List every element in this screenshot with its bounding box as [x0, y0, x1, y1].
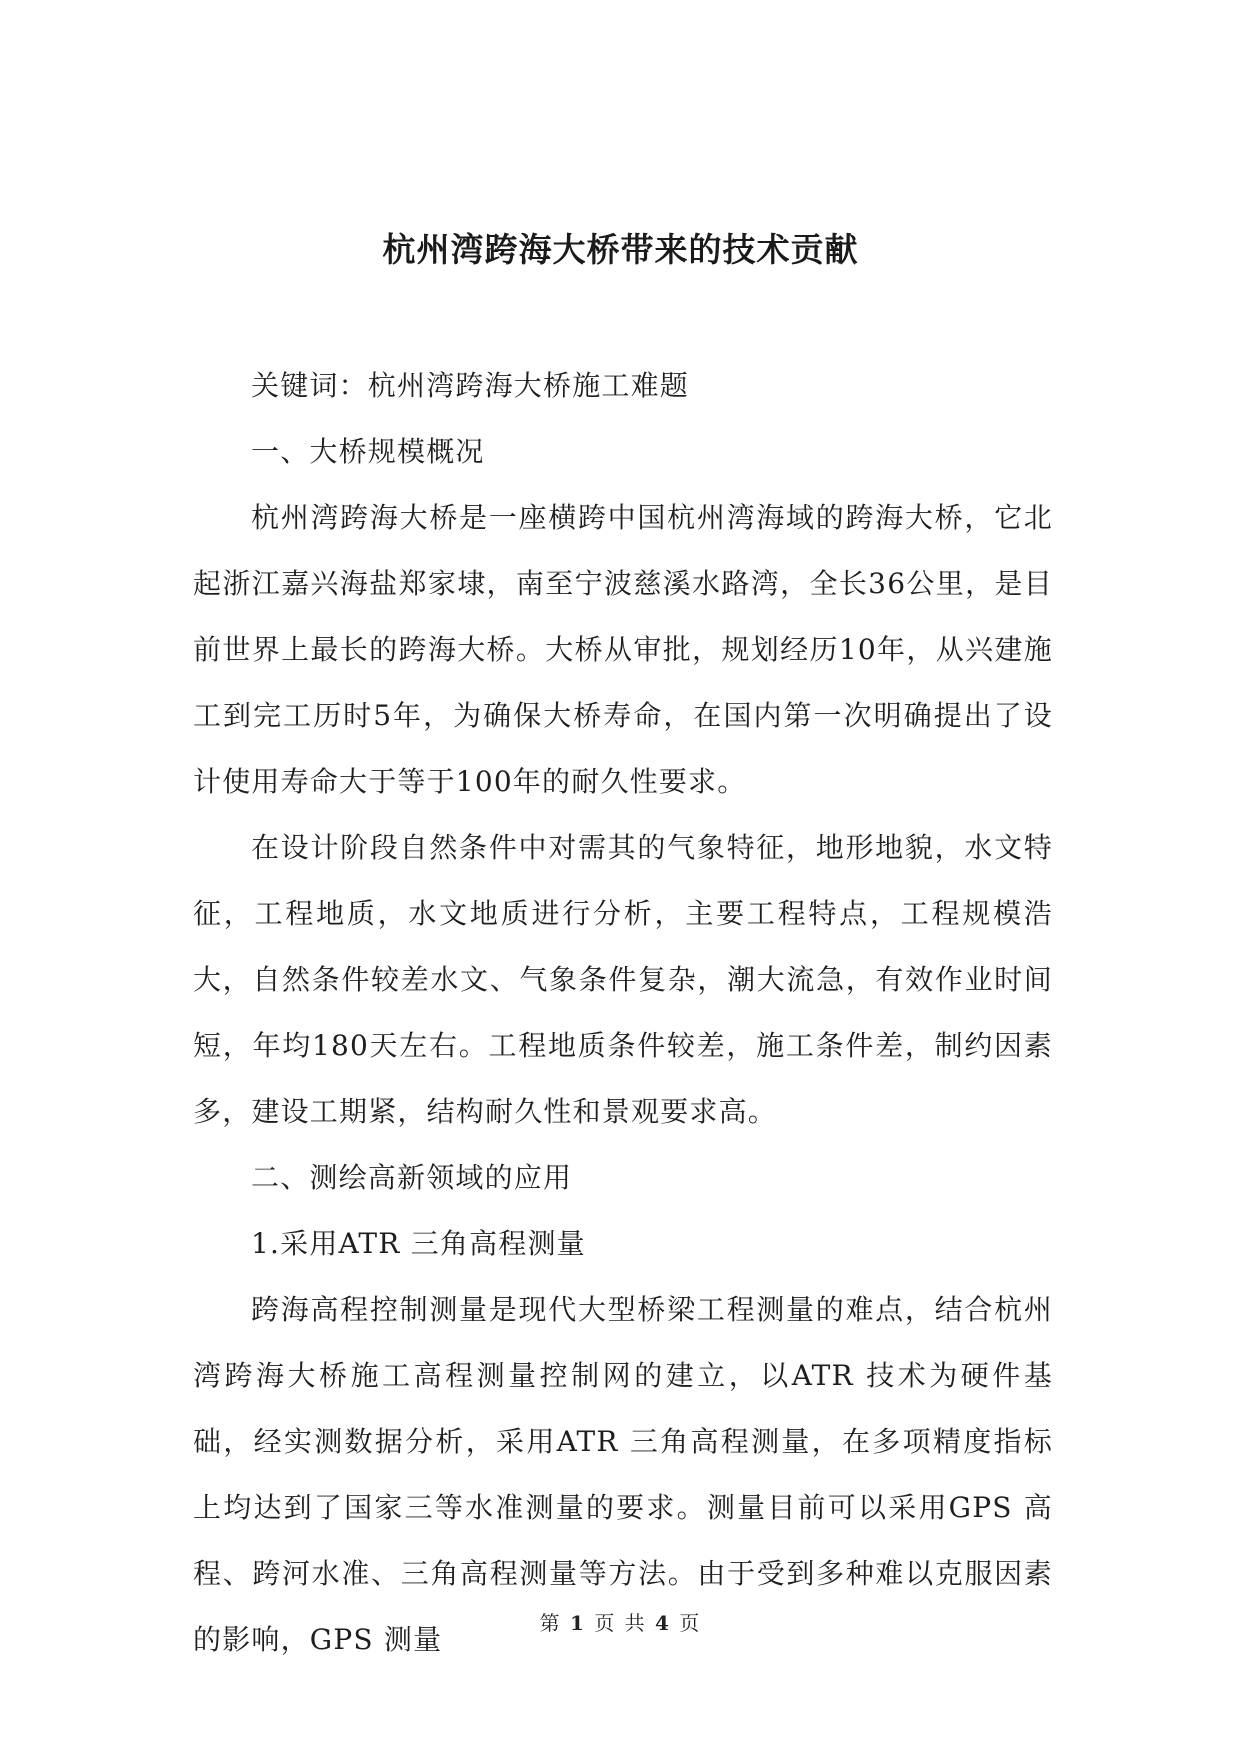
subsection-heading: 1.采用ATR 三角高程测量: [251, 1227, 586, 1260]
footer-middle: 页 共: [594, 1611, 647, 1635]
body-paragraph: 在设计阶段自然条件中对需其的气象特征，地形地貌，水文特征，工程地质，水文地质进行分析，主要工程特点，工程规模浩大，自然条件较差水文、气象条件复杂，潮大流急，有效作业时间短，年均180天左右。工程地质条件较差，施工条件差，制约因素多，建设工期紧，结构耐久性和景观要求高。: [193, 831, 1053, 1128]
total-pages-number: 4: [655, 1611, 671, 1635]
section-heading: 二、测绘高新领域的应用: [251, 1161, 573, 1194]
document-title: 杭州湾跨海大桥带来的技术贡献: [382, 230, 859, 269]
section-heading: 一、大桥规模概况: [251, 435, 485, 468]
footer-suffix: 页: [679, 1611, 702, 1635]
current-page-number: 1: [570, 1611, 586, 1635]
body-paragraph: 杭州湾跨海大桥是一座横跨中国杭州湾海域的跨海大桥，它北起浙江嘉兴海盐郑家埭，南至宁波慈溪水路湾，全长36公里，是目前世界上最长的跨海大桥。大桥从审批，规划经历10年，从兴建施工到完工历时5年，为确保大桥寿命，在国内第一次明确提出了设计使用寿命大于等于100年的耐久性要求。: [193, 501, 1053, 798]
page-footer: [0, 1608, 1241, 1638]
body-paragraph: 跨海高程控制测量是现代大型桥梁工程测量的难点，结合杭州湾跨海大桥施工高程测量控制网的建立，以ATR 技术为硬件基础，经实测数据分析，采用ATR 三角高程测量，在多项精度指标上均达到了国家三等水准测量的要求。测量目前可以采用GPS 高程、跨河水准、三角高程测量等方法。由于受到多种难以克服因素的影响，GPS 测量: [193, 1293, 1053, 1656]
keywords-paragraph: 关键词：杭州湾跨海大桥施工难题: [251, 369, 690, 402]
footer-prefix: 第: [539, 1611, 562, 1635]
document-body: [193, 353, 1053, 1673]
